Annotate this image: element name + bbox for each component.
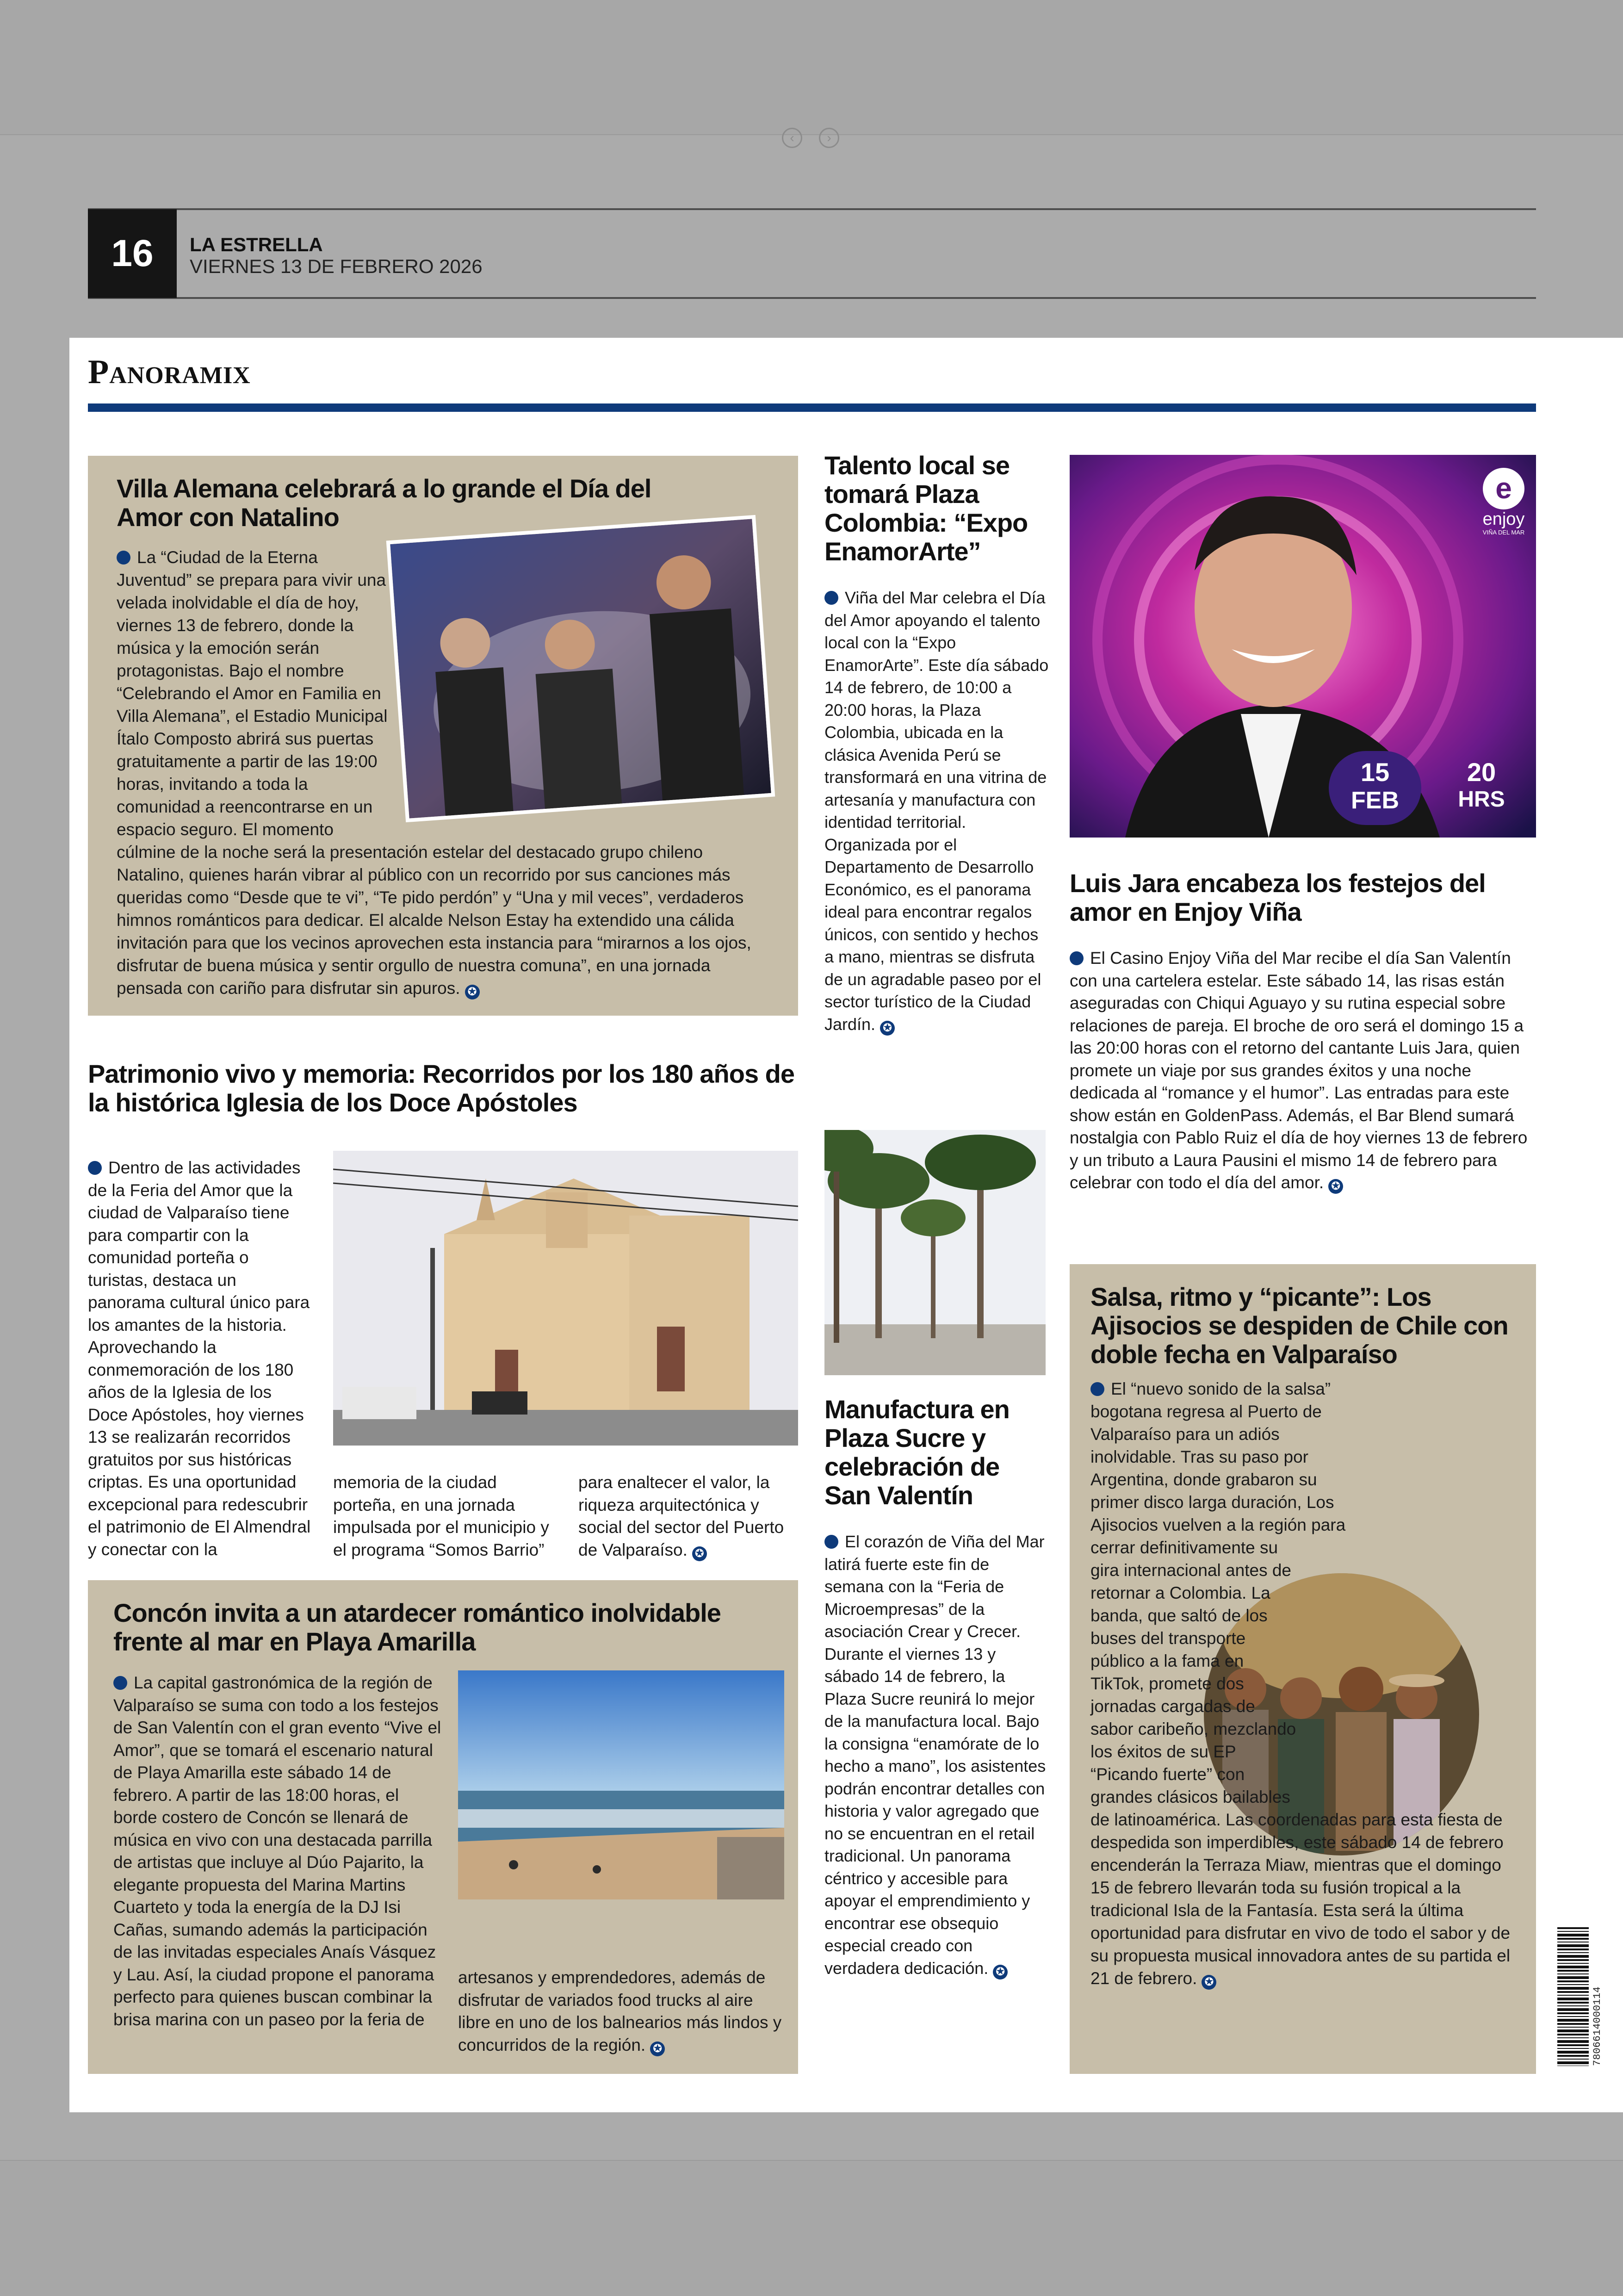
bullet-icon (824, 1535, 838, 1549)
issue-date: VIERNES 13 DE FEBRERO 2026 (190, 255, 483, 277)
ajisocios-article (1070, 1264, 1536, 2074)
end-mark-icon: ✪ (692, 1546, 707, 1561)
patrimonio-text-3: para enaltecer el valor, la riqueza arquitectónica y social del sector del Puerto de Valparaíso. (578, 1473, 784, 1559)
show-hour: 20 (1467, 757, 1496, 787)
end-mark-icon: ✪ (1328, 1179, 1343, 1194)
expo-enamorarte-title: Talento local se tomará Plaza Colombia: “Expo EnamorArte” (824, 451, 1028, 566)
playa-amarilla-photo (458, 1670, 784, 1899)
expo-enamorarte-article (824, 451, 1049, 1036)
bullet-icon (113, 1676, 127, 1690)
concon-title: Concón invita a un atardecer romántico inolvidable frente al mar en Playa Amarilla (113, 1598, 721, 1656)
show-date-badge (1329, 751, 1421, 825)
concon-article (88, 1580, 798, 2074)
plaza-sucre-title: Manufactura en Plaza Sucre y celebración de San Valentín (824, 1395, 1010, 1510)
plaza-sucre-palms-photo (824, 1130, 1046, 1375)
patrimonio-body-col2: memoria de la ciudad porteña, en una jornada impulsada por el municipio y el programa “Somos Barrio” (333, 1473, 549, 1559)
wrap-spacer (1352, 1378, 1518, 1551)
bullet-icon (1070, 951, 1084, 965)
villa-alemana-article (88, 456, 798, 1016)
end-mark-icon: ✪ (880, 1021, 895, 1036)
patrimonio-body-col1 (88, 1157, 312, 1561)
expo-enamorarte-body (824, 587, 1049, 1036)
ajisocios-text: El “nuevo sonido de la salsa” bogotana regresa al Puerto de Valparaíso para un adiós inolvidable. Tras su paso por Argentina, donde grabaron su primer disco larga duración, Los Ajisocios vuelven a la región para cerrar definitivamente su gira internacional antes de retornar a Colombia. La banda, que saltó de los buses del transporte público a la fama en TikTok, promete dos jornadas cargadas de sabor caribeño, mezclando los éxitos de su EP “Picando fuerte” con grandes clásicos bailables de latinoamérica. Las coordenadas para esta fiesta de despedida son imperdibles, este sábado 14 de febrero encenderán la Terraza Miaw, mientras que el domingo 15 de febrero llevarán toda su fusión tropical a la tradicional Isla de la Fantasía. Esta será la última oportunidad para disfrutar en vivo de todo el sabor y de su propuesta musical innovadora antes de su partida el 21 de febrero. (1090, 1379, 1511, 1988)
concon-text-1: La capital gastronómica de la región de Valparaíso se suma con todo a los festejos de San Valentín con el gran evento “Vive el Amor”, que se tomará el escenario natural de Playa Amarilla este sábado 14 de febrero. A partir de las 18:00 horas, el borde costero de Concón se llenará de música en vivo con una destacada parrilla de artistas que incluye al Dúo Pajarito, la elegante propuesta del Marina Martins Cuarteto y toda la energía de la DJ Isi Cañas, sumando además la participación de las invitadas especiales Anaís Vásquez y Lau. Así, la ciudad propone el panorama perfecto para quienes buscan combinar la brisa marina con un paseo por la feria de (113, 1673, 441, 2029)
photo-wrap-spacer (390, 546, 774, 833)
villa-alemana-text: La “Ciudad de la Eterna Juventud” se prepara para vivir una velada inolvidable el día de hoy, viernes 13 de febrero, donde la música y la emoción serán protagonistas. Bajo el nombre “Celebrando el Amor en Familia en Villa Alemana”, el Estadio Municipal Ítalo Composto abrirá sus puertas gratuitamente a partir de las 19:00 horas, invitando a toda la comunidad a reencontrarse en un espacio seguro. El momento cúlmine de la noche será la presentación estelar del destacado grupo chileno Natalino, quienes harán vibrar al público con un recorrido por sus canciones más queridas como “Desde que te vi”, “Te pido perdón” y “Una y mil veces”, verdaderos himnos románticos para dedicar. El alcalde Nelson Estay ha extendido una cálida invitación para que los vecinos aprovechen esta instancia para “mirarnos a los ojos, disfrutar de buena música y sentir orgullo de nuestra comuna”, en una jornada pensada con cariño para disfrutar sin apuros. (117, 548, 751, 998)
concon-text-2: artesanos y emprendedores, además de disfrutar de variados food trucks al aire libre en uno de los balnearios más lindos y concurridos de la región. (458, 1968, 782, 2054)
luis-jara-poster (1070, 455, 1536, 838)
newspaper-name: LA ESTRELLA (190, 234, 323, 255)
end-mark-icon: ✪ (465, 985, 480, 999)
enjoy-brand: enjoy (1482, 509, 1525, 529)
patrimonio-title: Patrimonio vivo y memoria: Recorridos por los 180 años de la histórica Iglesia de los Doce Apóstoles (88, 1059, 795, 1117)
enjoy-brand-sub: VIÑA DEL MAR (1482, 529, 1525, 536)
concon-body-col2 (458, 1967, 782, 2056)
bullet-icon (824, 591, 838, 605)
show-month: FEB (1351, 787, 1399, 814)
expo-enamorarte-text: Viña del Mar celebra el Día del Amor apoyando el talento local con la “Expo EnamorArte”. Este día sábado 14 de febrero, de 10:00 a 20:00 horas, la Plaza Colombia, ubicada en la clásica Avenida Perú se transformará en una vitrina de artesanía y manufactura con identidad territorial. Organizada por el Departamento de Desarrollo Económico, es el panorama ideal para encontrar regalos únicos, con sentido y hechos a mano, mientras se disfruta de un agradable paseo por el sector turístico de la Ciudad Jardín. (824, 588, 1049, 1034)
luis-jara-text: El Casino Enjoy Viña del Mar recibe el día San Valentín con una cartelera estelar. Este sábado 14, las risas están aseguradas con Chiqui Aguayo y su rutina especial sobre relaciones de pareja. El broche de oro será el domingo 15 a las 20:00 horas con el retorno del cantante Luis Jara, quien promete un viaje por sus grandes éxitos y una noche dedicada al “romance y el humor”. Las entradas para este show están en GoldenPass. Además, el Bar Blend sumará nostalgia con Pablo Ruiz el día de hoy viernes 13 de febrero y un tributo a Laura Pausini el mismo 14 de febrero para celebrar con todo el día del amor. (1070, 949, 1528, 1192)
concon-body-col1 (113, 1672, 446, 2031)
show-time (1440, 758, 1523, 813)
prev-page-icon[interactable]: ‹ (782, 128, 802, 148)
page-number: 16 (88, 209, 177, 298)
section-rule (88, 403, 1536, 412)
plaza-sucre-text: El corazón de Viña del Mar latirá fuerte este fin de semana con la “Feria de Microempresas” de la asociación Crear y Crecer. Durante el viernes 13 y sábado 14 de febrero, la Plaza Sucre reunirá lo mejor de la manufactura local. Bajo la consigna “enamórate de lo hecho a mano”, los asistentes podrán encontrar detalles con historia y valor agregado que no se encuentran en el retail tradicional. Un panorama céntrico y accesible para apoyar el emprendimiento y encontrar ese obsequio especial creado con verdadera dedicación. (824, 1532, 1046, 1978)
ajisocios-body (1090, 1378, 1518, 1990)
luis-jara-article (1070, 869, 1532, 1194)
header-rule-top (88, 208, 1536, 210)
bullet-icon (1090, 1382, 1104, 1396)
end-mark-icon: ✪ (1202, 1975, 1216, 1990)
plaza-sucre-body (824, 1531, 1049, 1980)
show-day: 15 (1360, 757, 1390, 787)
section-title: Panoramix (88, 353, 251, 391)
luis-jara-body (1070, 947, 1532, 1194)
plaza-sucre-article (824, 1395, 1049, 1980)
villa-alemana-title: Villa Alemana celebrará a lo grande el Día del Amor con Natalino (117, 474, 651, 532)
next-page-icon[interactable]: › (819, 128, 839, 148)
patrimonio-text-1: Dentro de las actividades de la Feria del Amor que la ciudad de Valparaíso tiene para compartir con la comunidad porteña o turistas, destaca un panorama cultural único para los amantes de la historia. Aprovechando la conmemoración de los 180 años de la Iglesia de los Doce Apóstoles, hoy viernes 13 se realizarán recorridos gratuitos por sus históricas criptas. Es una oportunidad excepcional para redescubrir el patrimonio de El Almendral y conectar con la (88, 1158, 311, 1559)
ajisocios-title: Salsa, ritmo y “picante”: Los Ajisocios se despiden de Chile con doble fecha en Valparaíso (1090, 1282, 1508, 1369)
luis-jara-title: Luis Jara encabeza los festejos del amor en Enjoy Viña (1070, 869, 1486, 926)
enjoy-logo-icon: e (1483, 468, 1524, 509)
end-mark-icon: ✪ (650, 2042, 665, 2056)
villa-alemana-body (117, 546, 774, 999)
bullet-icon (88, 1161, 102, 1175)
wrap-spacer (1301, 1551, 1518, 1801)
patrimonio-body-col3 (578, 1471, 800, 1561)
bullet-icon (117, 551, 130, 565)
end-mark-icon: ✪ (993, 1965, 1008, 1980)
barcode (1557, 1927, 1589, 2066)
enjoy-logo (1481, 468, 1527, 536)
iglesia-doce-apostoles-photo (333, 1151, 798, 1446)
show-hour-unit: HRS (1458, 787, 1505, 812)
header-rule-bottom (88, 297, 1536, 299)
barcode-number: 7806614000114 (1592, 1986, 1603, 2066)
